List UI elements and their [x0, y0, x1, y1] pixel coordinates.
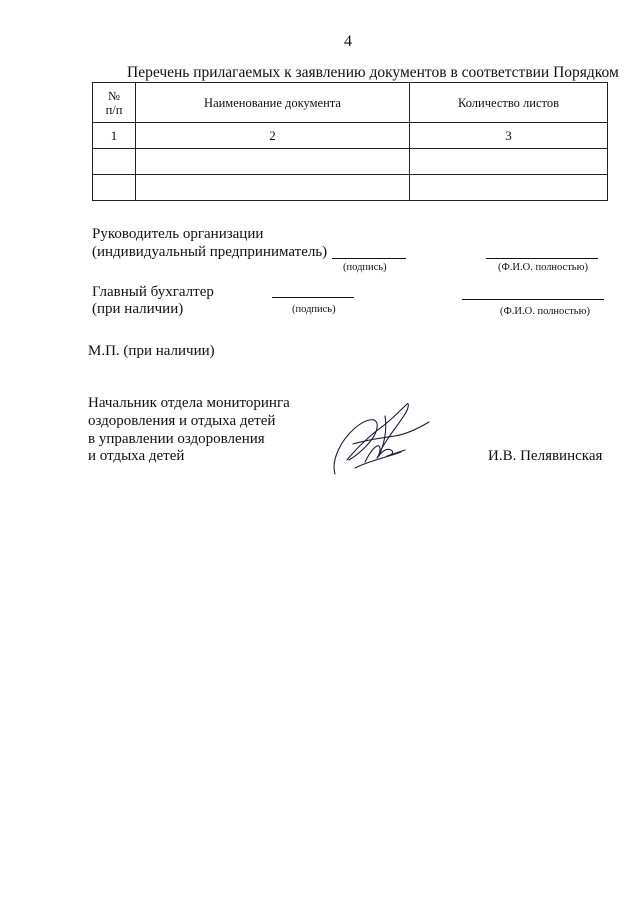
table-row — [93, 149, 608, 175]
head-sign-caption: (подпись) — [343, 262, 387, 273]
head-sign-line — [332, 258, 406, 259]
table-row — [93, 123, 608, 149]
signatory-position-line: оздоровления и отдыха детей — [88, 413, 276, 429]
header-document-name: Наименование документа — [136, 83, 410, 123]
signatory-position-line: в управлении оздоровления — [88, 431, 265, 447]
head-name-line — [486, 258, 598, 259]
cell-document-name: 2 — [136, 123, 410, 149]
cell-number: 1 — [93, 123, 136, 149]
cell-number — [93, 149, 136, 175]
cell-number — [93, 175, 136, 201]
cell-document-name — [136, 175, 410, 201]
table-row — [93, 175, 608, 201]
signatory-name: И.В. Пелявинская — [488, 448, 603, 464]
signatory-position-line: Начальник отдела мониторинга — [88, 395, 290, 411]
header-number: № п/п — [93, 83, 136, 123]
cell-sheet-count — [410, 149, 608, 175]
accountant-sign-caption: (подпись) — [292, 304, 336, 315]
documents-table — [92, 82, 608, 201]
header-sheet-count: Количество листов — [410, 83, 608, 123]
accountant-name-caption: (Ф.И.О. полностью) — [500, 306, 590, 317]
table-header-row — [93, 83, 608, 123]
accountant-sign-line — [272, 297, 354, 298]
page-number: 4 — [344, 33, 352, 50]
head-name-caption: (Ф.И.О. полностью) — [498, 262, 588, 273]
seal-note: М.П. (при наличии) — [88, 343, 215, 359]
accountant-name-line — [462, 299, 604, 300]
cell-sheet-count: 3 — [410, 123, 608, 149]
handwritten-signature — [325, 398, 435, 478]
chief-accountant-label: Главный бухгалтер — [92, 284, 214, 300]
head-of-org-ip-label: (индивидуальный предприниматель) — [92, 244, 328, 260]
signatory-position-line: и отдыха детей — [88, 448, 185, 464]
cell-sheet-count — [410, 175, 608, 201]
chief-accountant-optional-label: (при наличии) — [92, 301, 184, 317]
list-heading: Перечень прилагаемых к заявлению документов в соответствии Порядком — [127, 64, 619, 81]
head-of-org-label: Руководитель организации — [92, 226, 264, 242]
cell-document-name — [136, 149, 410, 175]
